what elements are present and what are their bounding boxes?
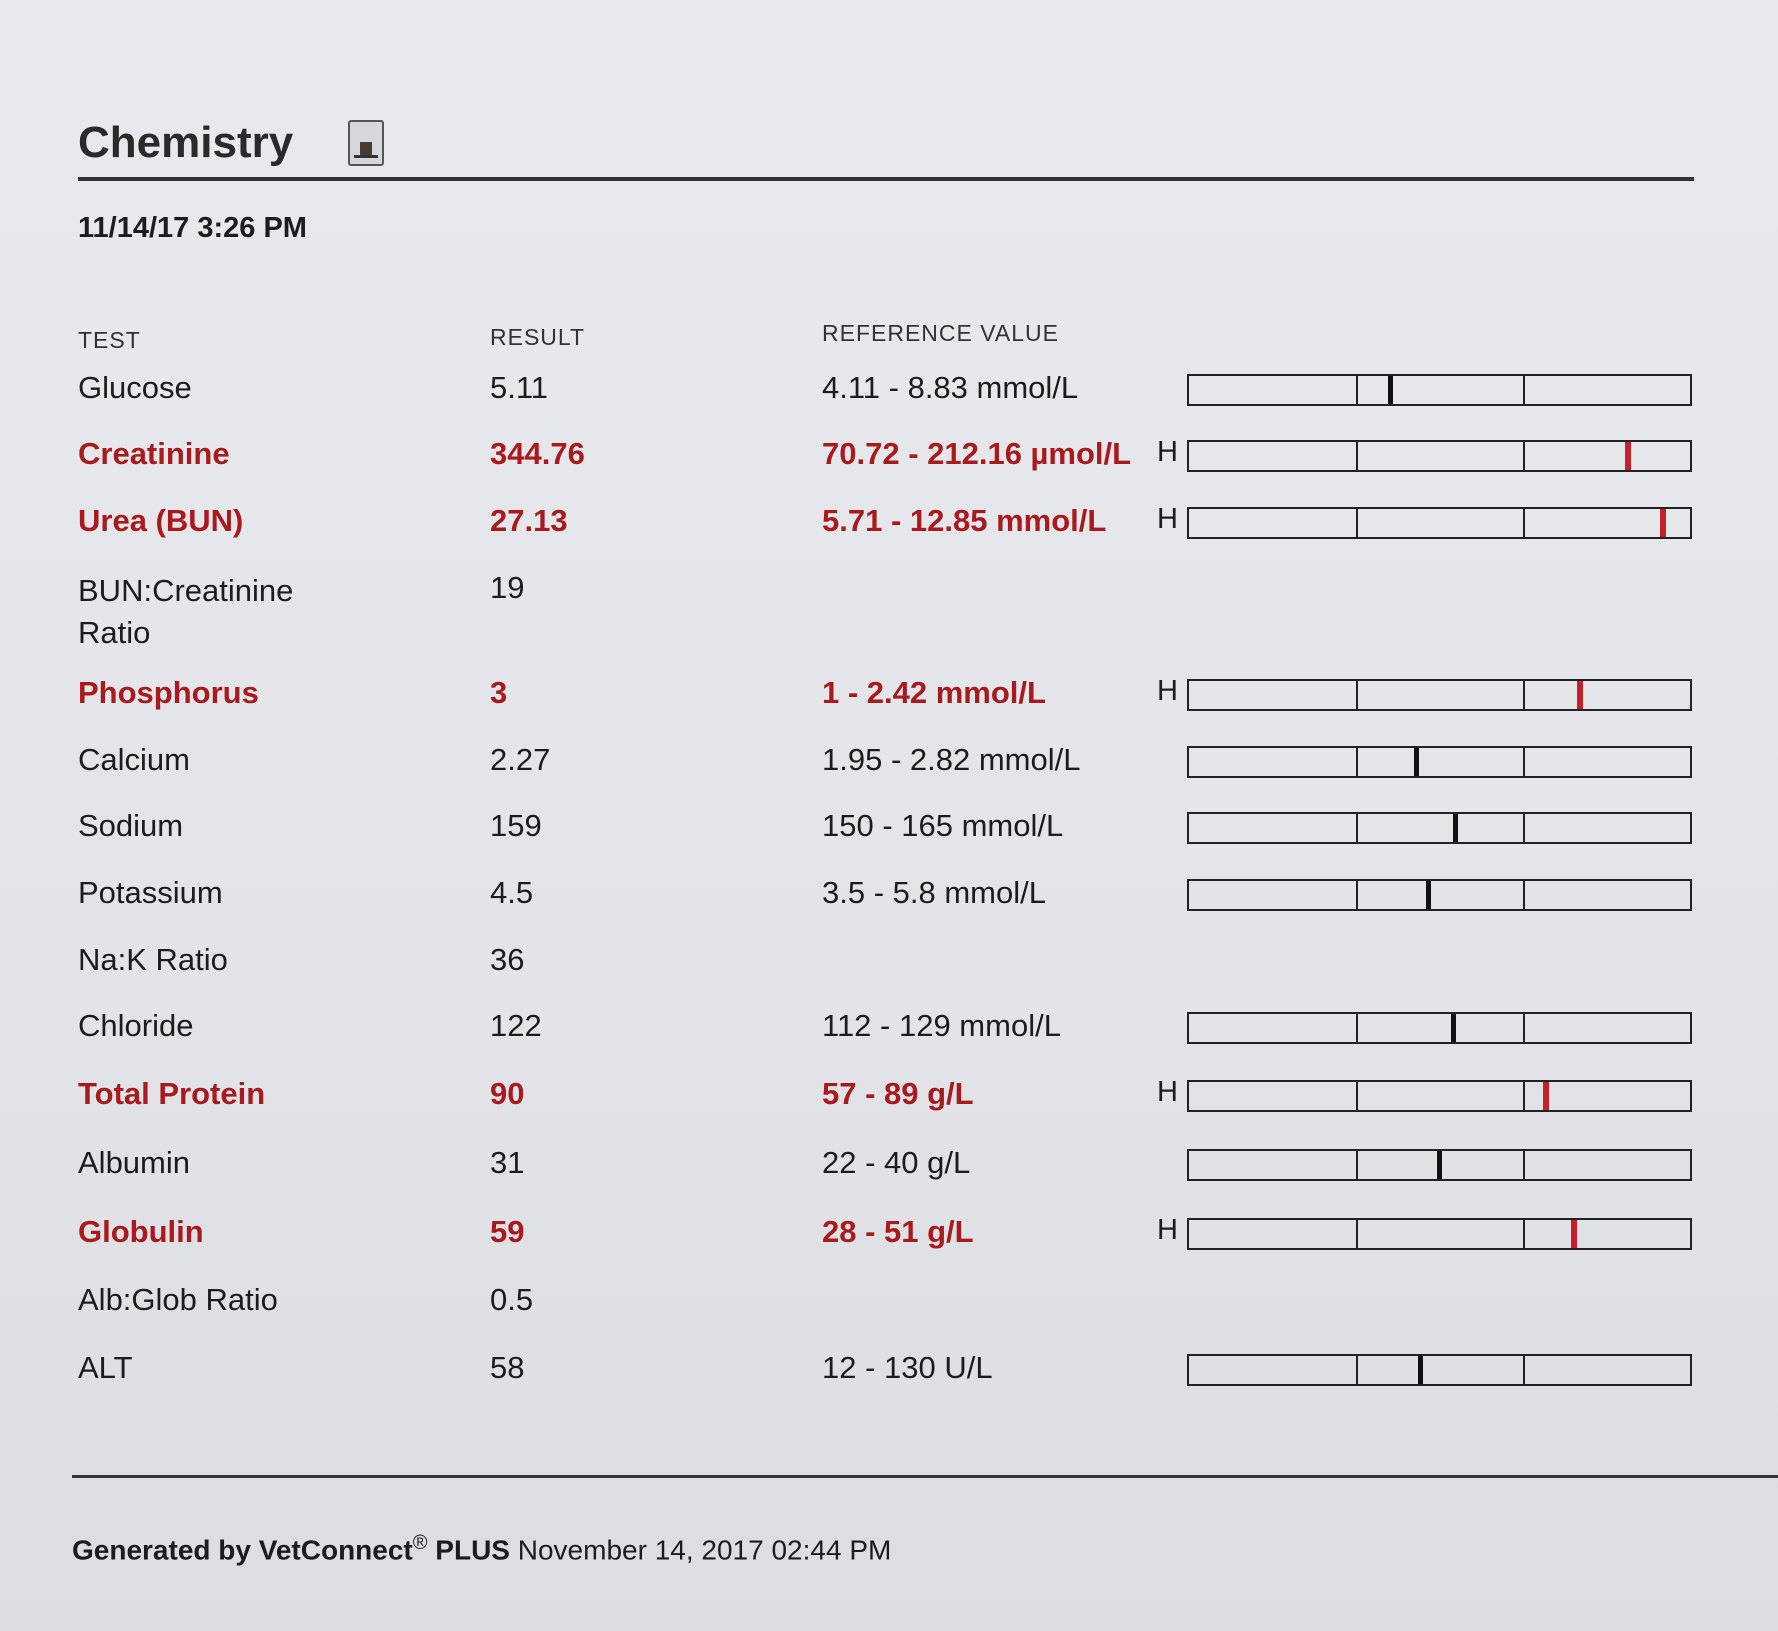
gauge-marker [1660,509,1666,537]
gauge-divider [1356,376,1358,404]
gauge-divider [1523,681,1525,709]
reference-range: 28 - 51 g/L [822,1214,974,1249]
reference-range: 112 - 129 mmol/L [822,1008,1061,1043]
test-result: 0.5 [490,1282,534,1317]
test-name: Phosphorus [78,675,259,710]
gauge-divider [1523,748,1525,776]
section-title: Chemistry [78,118,294,167]
test-result: 31 [490,1145,525,1180]
reference-range: 150 - 165 mmol/L [822,808,1064,843]
test-name: Calcium [78,742,190,777]
gauge-divider [1356,1082,1358,1110]
test-result: 59 [490,1214,525,1249]
test-name: Urea (BUN) [78,503,244,538]
range-gauge [1187,879,1692,911]
test-result: 122 [490,1008,542,1043]
column-header-reference: REFERENCE VALUE [822,320,1059,346]
test-result: 5.11 [490,370,549,405]
footer-divider [72,1475,1778,1478]
table-row [0,1008,1778,1068]
range-gauge [1187,1218,1692,1250]
gauge-divider [1356,509,1358,537]
table-row [0,1282,1778,1342]
gauge-marker [1418,1356,1423,1384]
range-gauge [1187,679,1692,711]
high-flag: H [1157,436,1178,468]
test-result: 159 [490,808,542,843]
reference-range: 1 - 2.42 mmol/L [822,675,1046,710]
test-name: Total Protein [78,1076,266,1111]
gauge-divider [1523,881,1525,909]
gauge-divider [1356,1220,1358,1248]
beaker-icon [348,120,384,166]
high-flag: H [1157,675,1178,707]
gauge-divider [1356,681,1358,709]
range-gauge [1187,374,1692,406]
table-row [0,1076,1778,1136]
table-row [0,503,1778,563]
test-name: Chloride [78,1008,194,1043]
test-result: 58 [490,1350,525,1385]
gauge-divider [1356,1014,1358,1042]
range-gauge [1187,440,1692,472]
gauge-divider [1523,509,1525,537]
table-row [0,570,1778,650]
test-result: 344.76 [490,436,585,471]
test-name: Creatinine [78,436,230,471]
test-name: Globulin [78,1214,204,1249]
column-header-result: RESULT [490,324,586,350]
test-name: Na:K Ratio [78,942,228,977]
test-result: 2.27 [490,742,551,777]
test-result: 4.5 [490,875,534,910]
footer-registered-mark: ® [412,1532,428,1554]
test-name: Alb:Glob Ratio [78,1282,278,1317]
gauge-divider [1356,442,1358,470]
gauge-divider [1523,1220,1525,1248]
gauge-divider [1523,1151,1525,1179]
gauge-divider [1356,1151,1358,1179]
range-gauge [1187,1080,1692,1112]
test-result: 90 [490,1076,525,1111]
gauge-marker [1577,681,1583,709]
range-gauge [1187,1149,1692,1181]
reference-range: 22 - 40 g/L [822,1145,971,1180]
test-name: Potassium [78,875,223,910]
reference-range: 1.95 - 2.82 mmol/L [822,742,1081,777]
gauge-divider [1356,1356,1358,1384]
test-result: 3 [490,675,508,710]
gauge-marker [1543,1082,1549,1110]
range-gauge [1187,507,1692,539]
reference-range: 57 - 89 g/L [822,1076,974,1111]
table-row [0,1214,1778,1274]
test-result: 36 [490,942,525,977]
test-result: 19 [490,570,525,605]
table-row [0,1145,1778,1205]
gauge-divider [1523,442,1525,470]
table-row [0,1350,1778,1410]
header-divider [78,177,1694,181]
footer-generated-by: Generated by VetConnect [72,1534,413,1566]
gauge-marker [1625,442,1631,470]
gauge-divider [1523,1014,1525,1042]
test-name: ALT [78,1350,133,1385]
column-header-test: TEST [78,327,141,353]
gauge-marker [1453,814,1458,842]
footer-timestamp: November 14, 2017 02:44 PM [517,1534,892,1566]
range-gauge [1187,746,1692,778]
high-flag: H [1157,503,1178,535]
table-row [0,875,1778,935]
gauge-marker [1414,748,1419,776]
high-flag: H [1157,1214,1178,1246]
reference-range: 3.5 - 5.8 mmol/L [822,875,1046,910]
range-gauge [1187,812,1692,844]
reference-range: 4.11 - 8.83 mmol/L [822,370,1079,405]
gauge-divider [1356,881,1358,909]
gauge-marker [1388,376,1393,404]
footer-product: PLUS [435,1534,510,1566]
reference-range: 70.72 - 212.16 µmol/L [822,436,1132,471]
table-row [0,675,1778,735]
gauge-divider [1523,376,1525,404]
gauge-divider [1356,748,1358,776]
gauge-marker [1426,881,1431,909]
range-gauge [1187,1012,1692,1044]
report-datetime: 11/14/17 3:26 PM [78,212,307,244]
gauge-marker [1437,1151,1442,1179]
test-result: 27.13 [490,503,568,538]
gauge-marker [1571,1220,1577,1248]
test-name: Albumin [78,1145,190,1180]
reference-range: 5.71 - 12.85 mmol/L [822,503,1107,538]
gauge-divider [1523,1356,1525,1384]
gauge-divider [1356,814,1358,842]
test-name: Glucose [78,370,192,405]
footer [72,1532,891,1566]
table-row [0,370,1778,430]
table-row [0,808,1778,868]
test-name: Sodium [78,808,184,843]
test-name: BUN:Creatinine Ratio [78,573,294,650]
gauge-divider [1523,814,1525,842]
gauge-divider [1523,1082,1525,1110]
gauge-marker [1451,1014,1456,1042]
high-flag: H [1157,1076,1178,1108]
table-row [0,942,1778,1002]
table-row [0,742,1778,802]
reference-range: 12 - 130 U/L [822,1350,993,1385]
range-gauge [1187,1354,1692,1386]
table-row [0,436,1778,496]
